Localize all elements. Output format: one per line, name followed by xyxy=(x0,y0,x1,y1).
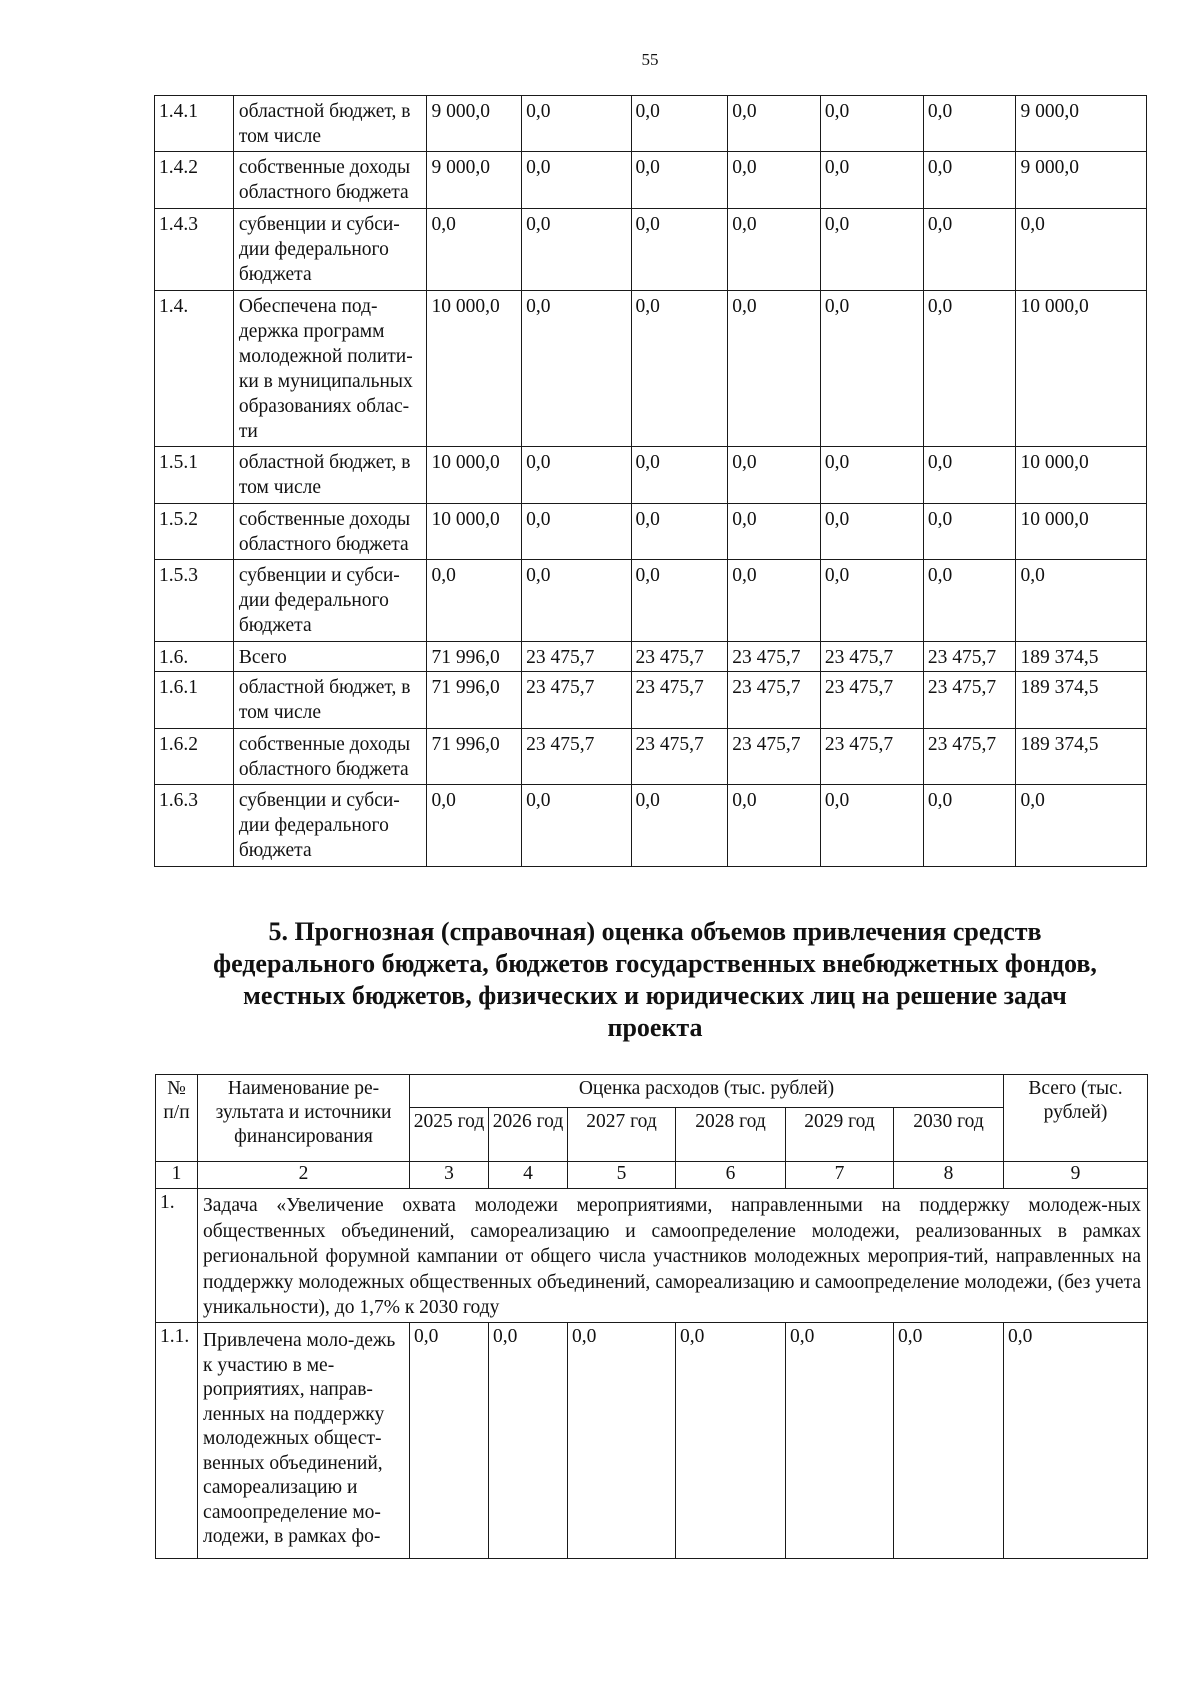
header-year: 2030 год xyxy=(894,1108,1004,1162)
section-heading: 5. Прогнозная (справочная) оценка объемов привлечения средств федерального бюджета, бюджетов государственных внебюджетных фондов, местных бюджетов, физических и юридических лиц на решение задач проекта xyxy=(213,917,1097,1042)
table-row xyxy=(155,672,1147,729)
row-value: 9 000,0 xyxy=(427,152,522,209)
row-code: 1.4.3 xyxy=(155,209,234,291)
table-row xyxy=(155,291,1147,447)
row-value: 189 374,5 xyxy=(1016,672,1147,729)
row-name: Всего xyxy=(233,642,427,672)
row-name: областной бюджет, в том числе xyxy=(233,96,427,152)
row-value: 0,0 xyxy=(923,504,1016,560)
row-value: 0,0 xyxy=(820,785,923,867)
table-row xyxy=(155,96,1147,152)
row-value: 0,0 xyxy=(728,152,821,209)
table-row xyxy=(155,209,1147,291)
row-value: 23 475,7 xyxy=(631,672,728,729)
row-value: 0,0 xyxy=(631,560,728,642)
row-value: 23 475,7 xyxy=(923,672,1016,729)
row-code: 1.6.3 xyxy=(155,785,234,867)
row-name: субвенции и субси-дии федерального бюджета xyxy=(233,209,427,291)
row-value: 0,0 xyxy=(923,152,1016,209)
financing-table-continued xyxy=(154,95,1147,867)
row-value: 0,0 xyxy=(728,447,821,504)
row-value: 23 475,7 xyxy=(923,642,1016,672)
row-value: 10 000,0 xyxy=(427,447,522,504)
row-value: 0,0 xyxy=(631,504,728,560)
row-value: 23 475,7 xyxy=(820,642,923,672)
row-value: 0,0 xyxy=(522,785,631,867)
row-value: 0,0 xyxy=(427,209,522,291)
task-num: 1. xyxy=(156,1189,198,1323)
row-value: 71 996,0 xyxy=(427,672,522,729)
row-value: 0,0 xyxy=(923,560,1016,642)
row-value: 23 475,7 xyxy=(522,642,631,672)
column-index: 5 xyxy=(568,1162,676,1189)
row-value: 0,0 xyxy=(631,785,728,867)
row-value: 10 000,0 xyxy=(1016,504,1147,560)
result-num: 1.1. xyxy=(156,1323,198,1559)
row-value: 0,0 xyxy=(427,560,522,642)
row-value: 10 000,0 xyxy=(1016,291,1147,447)
row-value: 23 475,7 xyxy=(522,729,631,785)
table-row xyxy=(155,785,1147,867)
table-row xyxy=(155,642,1147,672)
row-name: Обеспечена под-держка программ молодежной полити-ки в муниципальных образованиях облас-ти xyxy=(233,291,427,447)
row-code: 1.5.1 xyxy=(155,447,234,504)
row-value: 0,0 xyxy=(1016,209,1147,291)
column-index: 2 xyxy=(198,1162,410,1189)
table-row xyxy=(155,560,1147,642)
row-value: 0,0 xyxy=(631,96,728,152)
row-code: 1.4.1 xyxy=(155,96,234,152)
row-value: 0,0 xyxy=(1016,785,1147,867)
row-value: 9 000,0 xyxy=(1016,152,1147,209)
row-value: 0,0 xyxy=(522,560,631,642)
row-value: 0,0 xyxy=(728,785,821,867)
row-value: 0,0 xyxy=(728,291,821,447)
row-value: 71 996,0 xyxy=(427,642,522,672)
row-value: 189 374,5 xyxy=(1016,642,1147,672)
row-value: 23 475,7 xyxy=(820,672,923,729)
result-row xyxy=(156,1323,1148,1559)
column-index-row xyxy=(156,1162,1148,1189)
row-name: субвенции и субси-дии федерального бюджета xyxy=(233,785,427,867)
header-expenses-group: Оценка расходов (тыс. рублей) xyxy=(410,1075,1004,1108)
row-code: 1.6.2 xyxy=(155,729,234,785)
row-name: областной бюджет, в том числе xyxy=(233,447,427,504)
row-name: собственные доходы областного бюджета xyxy=(233,729,427,785)
row-value: 0,0 xyxy=(522,152,631,209)
row-value: 0,0 xyxy=(631,209,728,291)
row-value: 0,0 xyxy=(923,785,1016,867)
row-name: собственные доходы областного бюджета xyxy=(233,504,427,560)
result-value: 0,0 xyxy=(568,1323,676,1559)
result-value: 0,0 xyxy=(786,1323,894,1559)
row-value: 0,0 xyxy=(522,209,631,291)
row-value: 23 475,7 xyxy=(631,642,728,672)
header-year: 2029 год xyxy=(786,1108,894,1162)
column-index: 1 xyxy=(156,1162,198,1189)
row-value: 0,0 xyxy=(820,152,923,209)
row-value: 189 374,5 xyxy=(1016,729,1147,785)
row-code: 1.4.2 xyxy=(155,152,234,209)
row-value: 10 000,0 xyxy=(1016,447,1147,504)
row-code: 1.6. xyxy=(155,642,234,672)
row-value: 0,0 xyxy=(522,504,631,560)
row-value: 23 475,7 xyxy=(728,672,821,729)
table-row xyxy=(155,447,1147,504)
row-value: 0,0 xyxy=(923,209,1016,291)
result-name: Привлечена моло-дежь к участию в ме-роприятиях, направ-ленных на поддержку молодежных общест-венных объединений, самореализацию и самоопределение мо-лодежи, в рамках фо- xyxy=(198,1323,410,1559)
row-value: 10 000,0 xyxy=(427,504,522,560)
row-value: 23 475,7 xyxy=(820,729,923,785)
row-name: субвенции и субси-дии федерального бюджета xyxy=(233,560,427,642)
row-value: 0,0 xyxy=(820,209,923,291)
row-value: 0,0 xyxy=(923,291,1016,447)
row-value: 9 000,0 xyxy=(1016,96,1147,152)
row-code: 1.6.1 xyxy=(155,672,234,729)
row-value: 23 475,7 xyxy=(728,642,821,672)
row-value: 23 475,7 xyxy=(923,729,1016,785)
table-row xyxy=(155,152,1147,209)
row-value: 0,0 xyxy=(728,96,821,152)
task-row xyxy=(156,1189,1148,1323)
result-value: 0,0 xyxy=(410,1323,489,1559)
result-value: 0,0 xyxy=(489,1323,568,1559)
header-year: 2028 год xyxy=(676,1108,786,1162)
row-value: 23 475,7 xyxy=(728,729,821,785)
column-index: 9 xyxy=(1004,1162,1148,1189)
task-description: Задача «Увеличение охвата молодежи мероприятиями, направленными на поддержку молодеж-ных общественных объединений, самореализацию и самоопределение молодежи, реализованных в рамках региональной форумной кампании от общего числа участников молодежных мероприя-тий, направленных на поддержку молодежных общественных объединений, самореализацию и самоопределение молодежи, (без учета уникальности), до 1,7% к 2030 году xyxy=(198,1189,1148,1323)
row-value: 0,0 xyxy=(820,560,923,642)
row-value: 0,0 xyxy=(820,447,923,504)
row-value: 23 475,7 xyxy=(522,672,631,729)
row-value: 0,0 xyxy=(631,291,728,447)
header-year: 2026 год xyxy=(489,1108,568,1162)
result-value: 0,0 xyxy=(894,1323,1004,1559)
column-index: 6 xyxy=(676,1162,786,1189)
page-number: 55 xyxy=(641,50,659,69)
column-index: 8 xyxy=(894,1162,1004,1189)
header-name: Наименование ре-зультата и источники финансирования xyxy=(198,1075,410,1162)
table-row xyxy=(155,504,1147,560)
row-value: 0,0 xyxy=(728,560,821,642)
row-value: 0,0 xyxy=(820,504,923,560)
header-year: 2025 год xyxy=(410,1108,489,1162)
forecast-table xyxy=(155,1074,1148,1559)
header-total: Всего (тыс. рублей) xyxy=(1004,1075,1148,1162)
result-value: 0,0 xyxy=(676,1323,786,1559)
row-value: 0,0 xyxy=(427,785,522,867)
row-value: 0,0 xyxy=(522,96,631,152)
row-value: 10 000,0 xyxy=(427,291,522,447)
header-year: 2027 год xyxy=(568,1108,676,1162)
row-value: 0,0 xyxy=(728,504,821,560)
row-value: 0,0 xyxy=(1016,560,1147,642)
result-value: 0,0 xyxy=(1004,1323,1148,1559)
column-index: 3 xyxy=(410,1162,489,1189)
row-value: 71 996,0 xyxy=(427,729,522,785)
table-row xyxy=(155,729,1147,785)
row-value: 0,0 xyxy=(923,447,1016,504)
row-value: 0,0 xyxy=(923,96,1016,152)
row-name: собственные доходы областного бюджета xyxy=(233,152,427,209)
row-code: 1.5.2 xyxy=(155,504,234,560)
column-index: 4 xyxy=(489,1162,568,1189)
row-code: 1.5.3 xyxy=(155,560,234,642)
row-value: 0,0 xyxy=(522,447,631,504)
row-value: 0,0 xyxy=(522,291,631,447)
row-value: 0,0 xyxy=(631,447,728,504)
column-index: 7 xyxy=(786,1162,894,1189)
row-value: 23 475,7 xyxy=(631,729,728,785)
header-num: № п/п xyxy=(156,1075,198,1162)
row-value: 0,0 xyxy=(820,291,923,447)
row-value: 0,0 xyxy=(631,152,728,209)
row-code: 1.4. xyxy=(155,291,234,447)
row-value: 0,0 xyxy=(820,96,923,152)
row-value: 0,0 xyxy=(728,209,821,291)
row-value: 9 000,0 xyxy=(427,96,522,152)
row-name: областной бюджет, в том числе xyxy=(233,672,427,729)
